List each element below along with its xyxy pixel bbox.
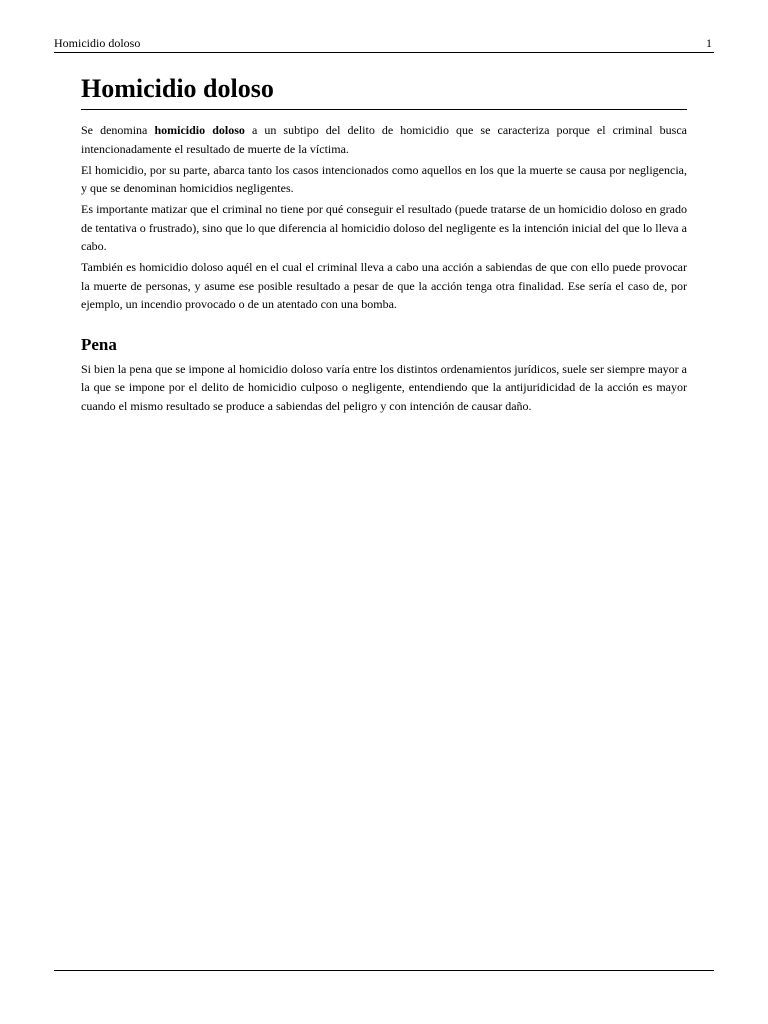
bold-term: homicidio doloso	[154, 123, 245, 137]
page-title: Homicidio doloso	[81, 72, 687, 110]
running-header	[54, 36, 714, 53]
running-title: Homicidio doloso	[54, 36, 141, 50]
paragraph-definition	[81, 121, 687, 158]
paragraph-eventual-intent: También es homicidio doloso aquél en el cual el criminal lleva a cabo una acción a sabiendas de que con ello puede provocar la muerte de personas, y asume ese posible resultado a pesar de que la acción tenga otra finalidad. Ese sería el caso de, por ejemplo, un incendio provocado o de un atentado con una bomba.	[81, 260, 687, 311]
paragraph-pena: Si bien la pena que se impone al homicidio doloso varía entre los distintos ordenamientos jurídicos, suele ser siempre mayor a la que se impone por el delito de homicidio culposo o negligente, entendiendo que la antijuridicidad de la acción es mayor cuando el mismo resultado se produce a sabiendas del peligro y con intención de causar daño.	[81, 361, 687, 413]
page-number: 1	[706, 36, 712, 50]
paragraph-intent-note: Es importante matizar que el criminal no tiene por qué conseguir el resultado (puede tratarse de un homicidio doloso en grado de tentativa o frustrado), sino que lo que diferencia al homicidio doloso del negligente es la intención inicial del que lo lleva a cabo.	[81, 202, 687, 253]
paragraph-text-before: Se denomina	[81, 123, 155, 137]
article-body	[81, 72, 687, 415]
section-heading-pena: Pena	[81, 334, 117, 354]
paragraph-text-after: a un subtipo del delito de homicidio que se caracteriza porque el criminal busca intencionadamente el resultado de muerte de la víctima.	[81, 123, 687, 156]
footer-rule	[54, 970, 714, 971]
paragraph-homicide-scope: El homicidio, por su parte, abarca tanto los casos intencionados como aquellos en los que la muerte se causa por negligencia, y que se denominan homicidios negligentes.	[81, 162, 687, 195]
